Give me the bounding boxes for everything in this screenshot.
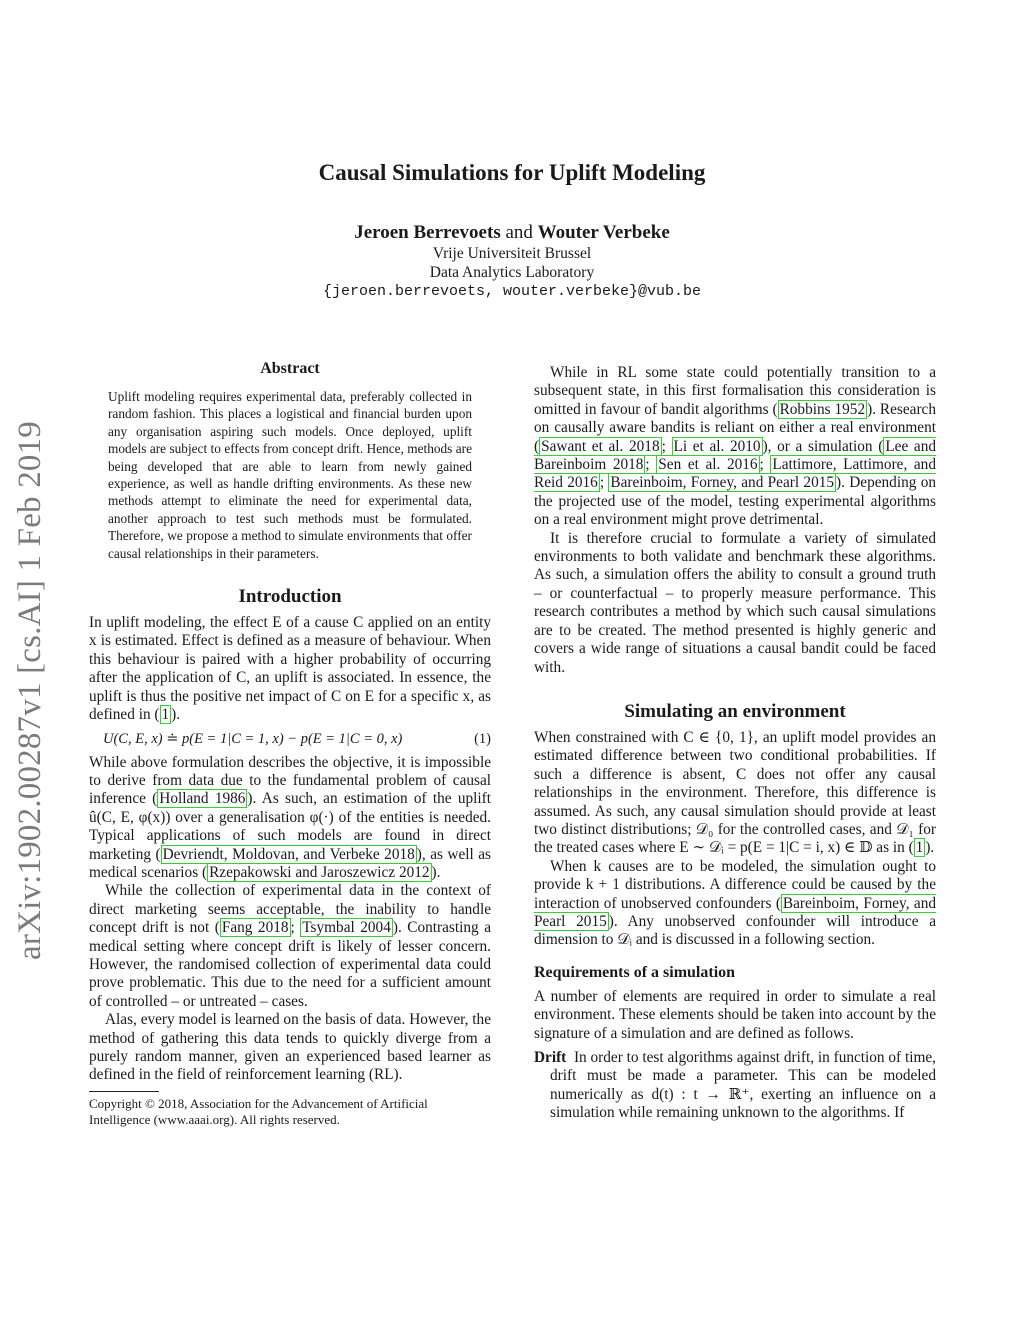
equation-ref-link[interactable]: 1 — [161, 706, 170, 724]
affiliation-lab: Data Analytics Laboratory — [429, 264, 595, 281]
author-conjunction: and — [505, 222, 533, 243]
equation-body: U(C, E, x) ≐ p(E = 1|C = 1, x) − p(E = 1|C = 0, x) — [103, 730, 403, 747]
citation-link[interactable]: Lee and Bareinboim 2018 — [534, 437, 936, 474]
citation-link[interactable]: Robbins 1952 — [779, 400, 866, 418]
citation-link[interactable]: Tsymbal 2004 — [302, 919, 391, 937]
citation-link[interactable]: Holland 1986 — [159, 790, 246, 808]
citation-link[interactable]: Li et al. 2010 — [673, 437, 761, 455]
intro-paragraph-3: While the collection of experimental data in the context of direct marketing seems acceptable, the inability to handle concept drift is not ( Fang 2018 ; Tsymbal 2004 ). Contrasting a medical setting where concept drift is likely of lesser concern. However, the randomised collection of experimental data could prove problematic. This due to the need for a sufficient amount of controlled – or untreated – cases. — [89, 882, 491, 1010]
citation-link[interactable]: Lattimore, Lattimore, and Reid 2016 — [534, 456, 936, 492]
affiliation-university: Vrije Universiteit Brussel — [432, 245, 592, 262]
citation-link[interactable]: Rzepakowski and Jaroszewicz 2012 — [209, 863, 430, 881]
right-paragraph-2: It is therefore crucial to formulate a variety of simulated environments to both validate and benchmark these algorithms. As such, a simulation offers the ability to consult a ground truth – or counterfactual – to properly measure performance. This research contributes a method by which such causal simulations are to be created. The method presented is highly generic and covers a wide range of situations a causal bandit could be faced with. — [534, 529, 936, 676]
citation-link[interactable]: Bareinboim, Forney, and Pearl 2015 — [534, 894, 936, 930]
intro-paragraph-2: While above formulation describes the objective, it is impossible to derive from data due to the fundamental problem of causal inference ( Holland 1986 ). As such, an estimation of the uplift û(C, E, φ(x)) over a generalisation φ(·) of the entities is needed. Typical applications of such models are found in direct marketing ( Devriendt, Moldovan, and Verbeke 2018 ), as well as medical scenarios ( Rzepakowski and Jaroszewicz 2012 ). — [89, 753, 492, 881]
equation-1 — [89, 731, 491, 748]
requirements-heading: Requirements of a simulation — [534, 963, 736, 981]
copyright-footnote: Copyright © 2018, Association for the Advancement of Artificial Intelligence (www.aaai.org). All rights reserved. — [89, 1095, 428, 1127]
left-column — [89, 360, 491, 1128]
citation-link[interactable]: Sawant et al. 2018 — [541, 437, 660, 455]
author-1: Jeroen Berrevoets — [354, 222, 501, 243]
right-column — [534, 364, 936, 1123]
drift-label: Drift — [534, 1049, 567, 1066]
requirements-paragraph: A number of elements are required in order to simulate a real environment. These elements should be taken into account by the signature of a simulation and are defined as follows. — [534, 987, 936, 1042]
drift-text: In order to test algorithms against drift, in function of time, drift must be made a parameter. This can be modeled numerically as d(t) : t → ℝ⁺, exerting an influence on a simulation while remaining unknown to the algorithms. If — [550, 1049, 936, 1122]
sim-paragraph-2: When k causes are to be modeled, the simulation ought to provide k + 1 distributions. A difference could be caused by the interaction of unobserved confounders ( Bareinboim, Forney, and Pearl 2015 ). Any unobserved confounder will introduce a dimension to 𝒟ᵢ and is discussed in a following section. — [534, 857, 936, 949]
equation-number: (1) — [474, 730, 491, 747]
citation-link[interactable]: Devriendt, Moldovan, and Verbeke 2018 — [162, 845, 415, 863]
footnote-divider — [89, 1091, 159, 1092]
introduction-heading: Introduction — [238, 586, 342, 608]
intro-paragraph-4: Alas, every model is learned on the basis of data. However, the method of gathering this data tends to quickly diverge from a purely random manner, given an experienced based learner as defined in the field of reinforcement learning (RL). — [89, 1011, 491, 1084]
right-paragraph-1: While in RL some state could potentially transition to a subsequent state, in this first formalisation this consideration is omitted in favour of bandit algorithms ( Robbins 1952 ). Research on causally aware bandits is reliant on either a real environment ( Sawant et al. 2018 ; Li et al. 2010 ), or a simulation ( Lee and Bareinboim 2018 ; Sen et al. 2016 ; Lattimore, Lattimore, and Reid 2016 ; Bareinboim, Forney, and Pearl 2015 ). Depending on the projected use of the model, testing experimental algorithms on a real environment might prove detrimental. — [534, 364, 936, 529]
citation-link[interactable]: Bareinboim, Forney, and Pearl 2015 — [610, 474, 835, 492]
equation-ref-link[interactable]: 1 — [915, 839, 924, 857]
arxiv-stamp: arXiv:1902.00287v1 [cs.AI] 1 Feb 2019 — [12, 421, 48, 960]
paper-title: Causal Simulations for Uplift Modeling — [318, 160, 706, 185]
author-line — [0, 222, 1024, 244]
simulating-heading: Simulating an environment — [624, 700, 846, 722]
citation-link[interactable]: Sen et al. 2016 — [658, 456, 758, 474]
citation-link[interactable]: Fang 2018 — [221, 919, 289, 937]
drift-definition — [534, 1049, 936, 1123]
affiliation-email: {jeroen.berrevoets, wouter.verbeke}@vub.be — [322, 283, 702, 300]
abstract-text: Uplift modeling requires experimental data, preferably collected in random fashion. This places a logistical and financial burden upon any organisation aspiring such models. Once deployed, uplift models are subject to effects from concept drift. Hence, methods are being developed that are able to learn from newly gained experience, as well as handle drifting environments. As these new methods attempt to eliminate the need for experimental data, another approach to test such methods must be formulated. Therefore, we propose a method to simulate environments that offer causal relationships in their parameters. — [108, 389, 472, 561]
abstract-heading: Abstract — [260, 360, 320, 377]
sim-paragraph-1: When constrained with C ∈ {0, 1}, an uplift model provides an estimated difference between two conditional probabilities. If such a difference is absent, C does not offer any causal relationships in the environment. Therefore, this difference is assumed. As such, any causal simulation should provide at least two distinct distributions; 𝒟₀ for the controlled cases, and 𝒟₁ for the treated cases where E ∼ 𝒟ᵢ = p(E = 1|C = i, x) ∈ 𝔻 as in ( 1 ). — [534, 728, 936, 857]
intro-paragraph-1: In uplift modeling, the effect E of a cause C applied on an entity x is estimated. Effect is defined as a measure of behaviour. When this behaviour is paired with a higher probability of occurring after the application of C, an uplift is associated. In essence, the uplift is thus the positive net impact of C on E for a specific x, as defined in ( 1 ). — [89, 614, 491, 724]
author-2: Wouter Verbeke — [537, 222, 670, 243]
